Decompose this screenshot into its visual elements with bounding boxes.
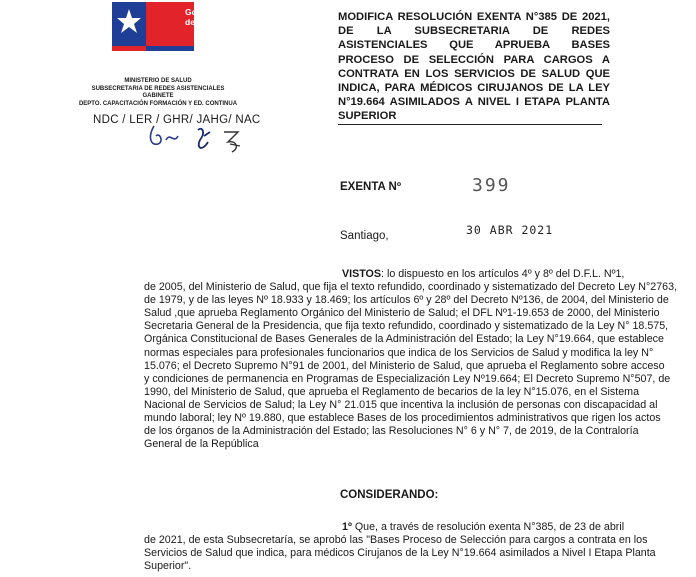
resolution-title: MODIFICA RESOLUCIÓN EXENTA N°385 DE 2021, DE LA SUBSECRETARIA DE REDES ASISTENCIALES QUE APRUEBA BASES PROCESO DE SELECCIÓN PARA CARGOS A CONTRATA EN LOS SERVICIOS DE SALUD QUE INDICA, PARA MÉDICOS CIRUJANOS DE LA LEY N°19.664 ASIMILADOS A NIVEL I ETAPA PLANTA SUPERIOR	[338, 11, 610, 123]
logo-text	[185, 7, 223, 27]
vistos-line: de los órganos de la Administración del Estado; las Resoluciones N° 6 y N° 7, de 2019, de la Contraloría	[144, 425, 639, 438]
handwritten-signature	[140, 122, 250, 158]
ministry-line-4: DEPTO. CAPACITACIÓN FORMACIÓN Y ED. CONTINUA	[78, 100, 238, 107]
logo-bar-red	[112, 46, 146, 51]
considerando-number: 1º	[342, 521, 352, 533]
considerando-line	[144, 521, 625, 534]
exenta-number: 399	[472, 175, 511, 196]
logo-red-block	[146, 2, 223, 46]
vistos-label: VISTOS	[342, 268, 382, 280]
vistos-line: y condiciones de permanencia en Programas de Especialización Ley Nº19.664; El Decreto Supremo N°507, de	[144, 372, 671, 385]
vistos-text: : lo dispuesto en los artículos 4º y 8º del D.F.L. Nº1,	[381, 268, 625, 280]
star-icon	[112, 2, 146, 46]
considerando-line: Servicios de Salud que indica, para médicos Cirujanos de la Ley N°19.664 asimilados a Nivel I Etapa Planta	[144, 547, 656, 560]
vistos-line: Orgánica Constitucional de Bases Generales de la Administración del Estado; la Ley N°19.664, que establece	[144, 333, 664, 346]
vistos-line: General de la República	[144, 438, 259, 451]
gobierno-de-chile-logo	[112, 2, 223, 72]
vistos-line: de 2005, del Ministerio de Salud, que fija el texto refundido, coordinado y sistematizado del Decreto Ley N°2763,	[144, 281, 678, 294]
vistos-line: 1990, del Ministerio de Salud, que aprueba el Reglamento de becarios de la ley N°15.076, en el Sistema	[144, 385, 640, 398]
considerando-text: Que, a través de resolución exenta N°385, de 23 de abril	[351, 521, 625, 533]
logo-line-1: Gobierno	[185, 7, 223, 17]
exenta-label: EXENTA Nº	[340, 181, 402, 193]
vistos-line: Nacional de Servicios de Salud; la Ley N° 21.015 que incentiva la inclusión de personas con discapacidad al	[144, 398, 658, 411]
vistos-line: Salud ,que aprueba Reglamento Orgánico del Ministerio de Salud; el DFL Nº1-19.653 de 2000, del Ministerio	[144, 307, 660, 320]
vistos-line: Secretaria General de la Presidencia, que fija texto refundido, coordinado y sistematizado de la Ley N° 18.575,	[144, 320, 669, 333]
ministry-line-3: GABINETE	[142, 93, 174, 99]
title-underline	[338, 124, 602, 125]
considerando-paragraph-1	[144, 521, 656, 573]
ministry-line-1: MINISTERIO DE SALUD	[124, 78, 192, 84]
ministry-line-2: SUBSECRETARIA DE REDES ASISTENCIALES	[91, 85, 225, 92]
vistos-paragraph	[144, 268, 678, 451]
vistos-line: normas especiales para profesionales funcionarios que indica de los Servicios de Salud y modifica la ley N°	[144, 346, 654, 359]
logo-blue-block	[112, 2, 146, 46]
vistos-line: 15.076; el Decreto Supremo N°91 de 2001, del Ministerio de Salud, que aprueba el Reglamento sobre acceso	[144, 359, 665, 372]
vistos-line	[144, 268, 625, 281]
place: Santiago,	[340, 230, 389, 242]
logo-bar-blue	[146, 46, 194, 51]
ministry-block	[78, 78, 238, 108]
initials: NDC / LER / GHR/ JAHG/ NAC	[93, 114, 261, 126]
considerando-line: Superior".	[144, 560, 192, 573]
considerando-line: de 2021, de esta Subsecretaría, se aprobó las "Bases Proceso de Selección para cargos a contrata en los	[144, 534, 648, 547]
considerando-heading: CONSIDERANDO:	[340, 489, 439, 501]
logo-line-2: de Chile	[185, 17, 219, 27]
vistos-line: mundo laboral; ley Nº 19.880, que establece Bases de los procedimientos administrativos que rigen los actos	[144, 412, 661, 425]
vistos-line: de 1979, y de las leyes Nº 18.933 y 18.469; los artículos 6º y 28º del Decreto Nº136, de 2004, del Ministerio de	[144, 294, 669, 307]
date-stamp: 30 ABR 2021	[466, 223, 554, 237]
